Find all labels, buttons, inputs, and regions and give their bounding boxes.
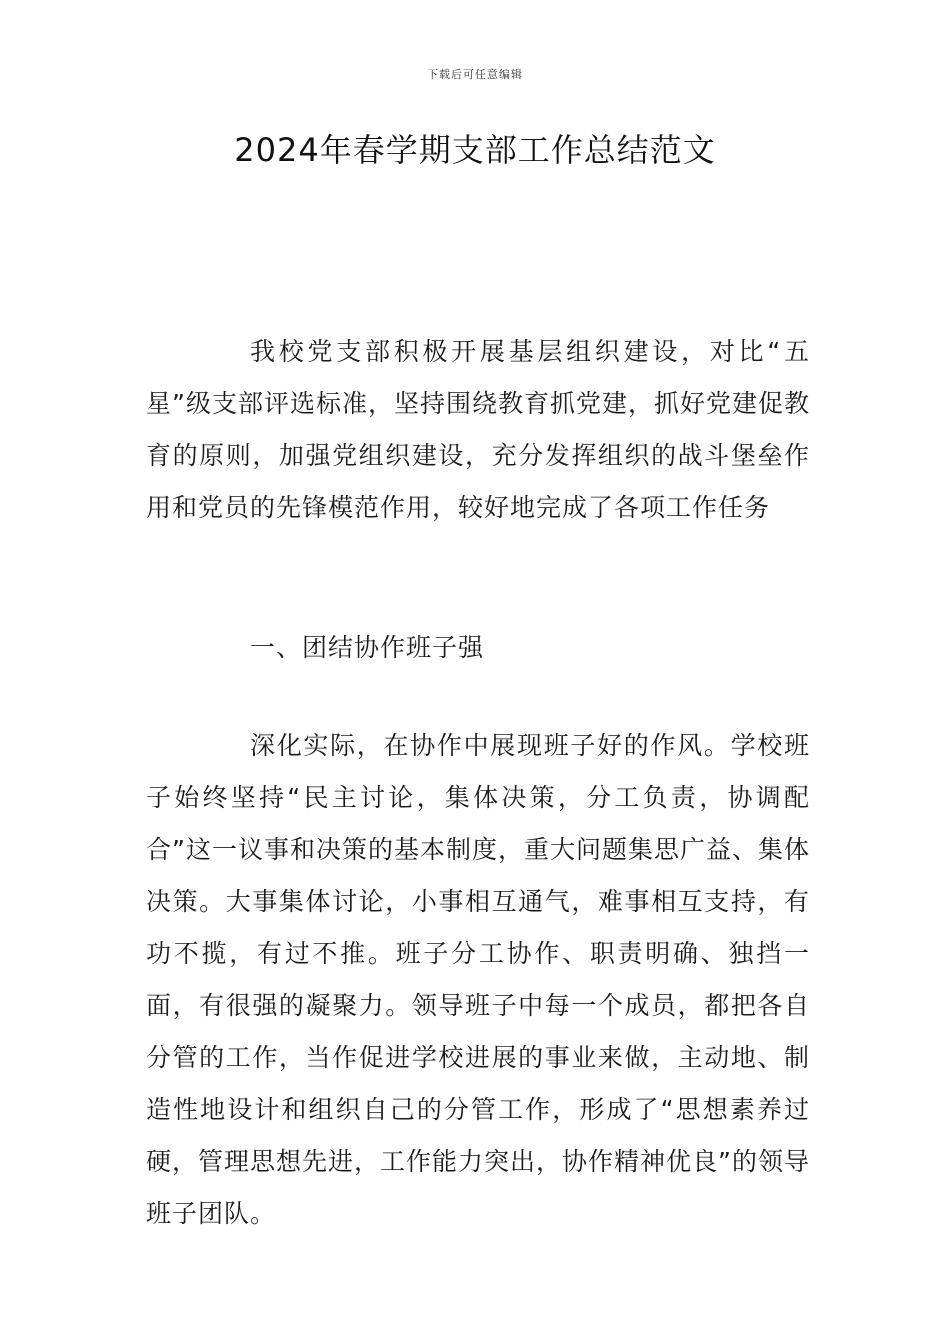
section-paragraph: 深化实际，在协作中展现班子好的作风。学校班子始终坚持“民主讨论，集体决策，分工负责，协调配合”这一议事和决策的基本制度，重大问题集思广益、集体决策。大事集体讨论，小事相互通气，难事相互支持，有功不揽，有过不推。班子分工协作、职责明确、独挡一面，有很强的凝聚力。领导班子中每一个成员，都把各自分管的工作，当作促进学校进展的事业来做，主动地、制造性地设计和组织自己的分管工作，形成了“思想素养过硬，管理思想先进，工作能力突出，协作精神优良”的领导班子团队。 [146,731,810,1228]
header-note: 下载后可任意编辑 [427,68,523,81]
section-heading: 一、团结协作班子强 [250,633,485,662]
document-title: 2024年春学期支部工作总结范文 [234,131,716,169]
intro-paragraph: 我校党支部积极开展基层组织建设，对比“五星”级支部评选标准，坚持围绕教育抓党建，抓好党建促教育的原则，加强党组织建设，充分发挥组织的战斗堡垒作用和党员的先锋模范作用，较好地完成了各项工作任务 [146,337,810,522]
